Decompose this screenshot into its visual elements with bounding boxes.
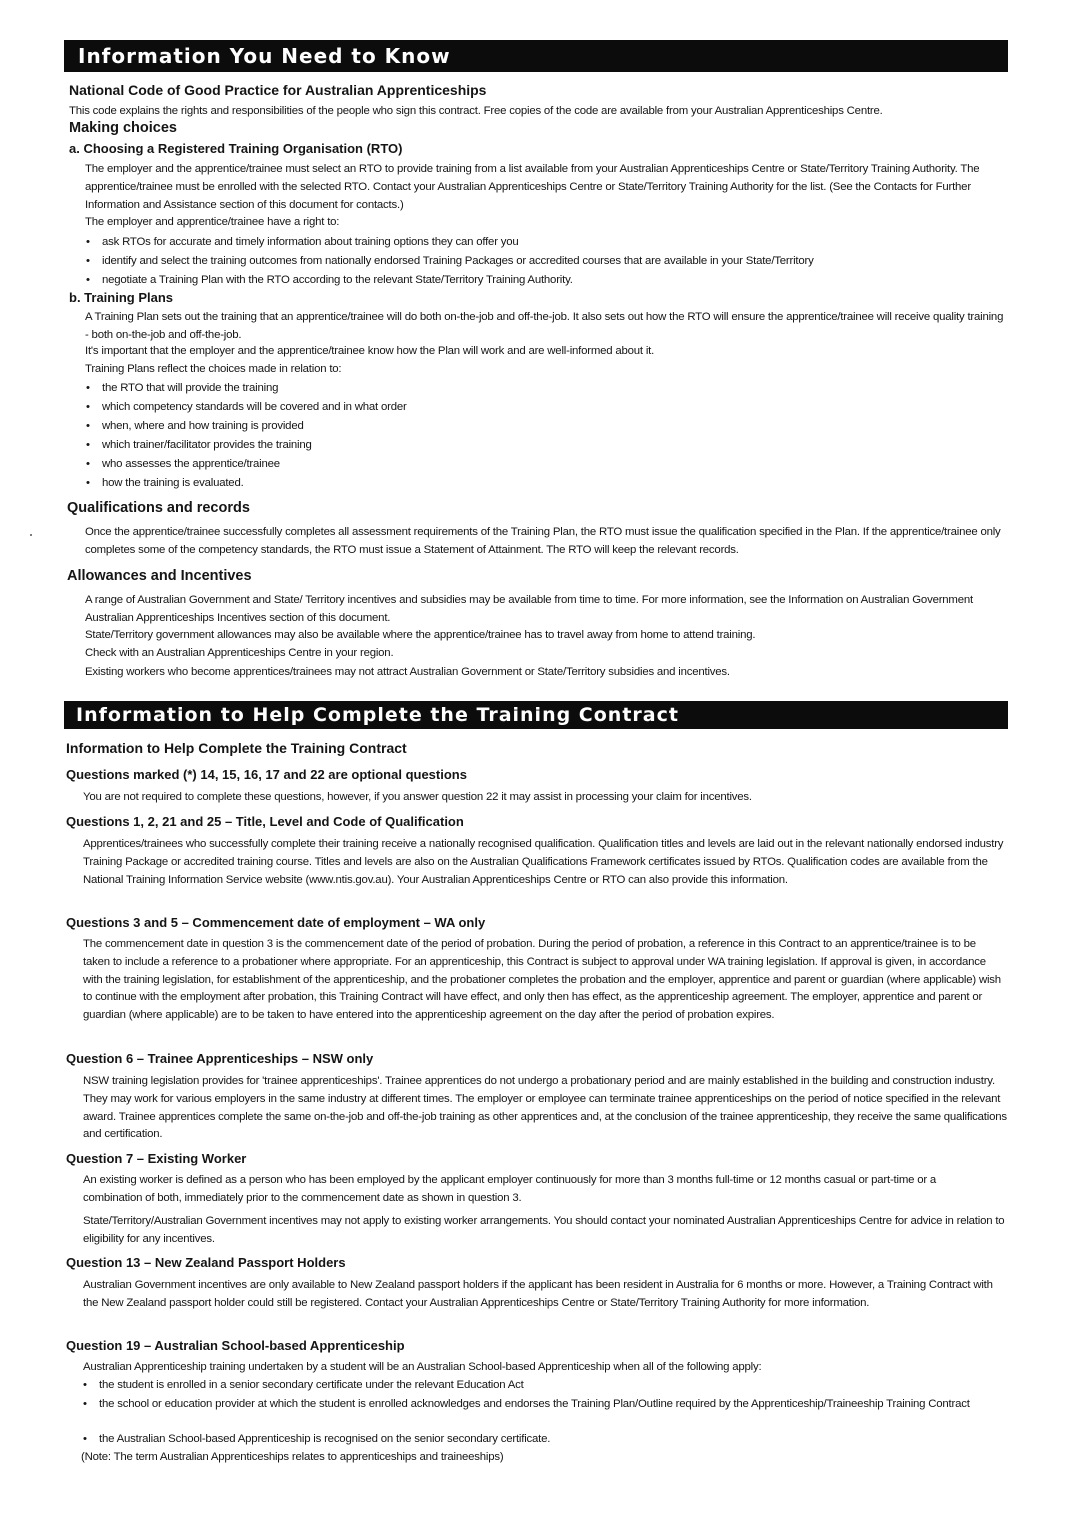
existing-worker-text-2: State/Territory/Australian Government incentives may not apply to existing worker arrangements. You should contact your nominated Australian Apprenticeships Centre for advice in relation to eligibility for any incentives. [83,1215,1005,1245]
heading-nz-passport: Question 13 – New Zealand Passport Holders [66,1255,346,1270]
rights-bullet: • ask RTOs for accurate and timely information about training options they can offer you [102,234,1002,252]
optional-questions-text: You are not required to complete these questions, however, if you answer question 22 it may assist in processing your claim for incentives. [83,791,752,803]
section-banner-help-complete: Information to Help Complete the Training Contract [64,701,1008,729]
school-based-bullet: • the student is enrolled in a senior secondary certificate under the relevant Education Act [99,1377,999,1395]
choosing-rto-text: The employer and the apprentice/trainee must select an RTO to provide training from a list available from your Australian Apprenticeships Centre or State/Territory Training Authority. The apprentice/trainee must be enrolled with the selected RTO. Contact your Australian Apprenticeships Centre or State/Territory Training Authority for the list. (See the Contacts for Further Information and Assistance section of this document for contacts.) [85,163,980,211]
heading-training-plans: b. Training Plans [69,290,174,305]
allowances-text-3: Check with an Australian Apprenticeships Centre in your region. [85,647,394,659]
existing-worker-text-1: An existing worker is defined as a person who has been employed by the applicant employer continuously for more than 3 months full-time or 12 months casual or part-time or a combination of both, immediately prior to the commencement date as shown in question 3. [83,1174,937,1204]
school-based-text: Australian Apprenticeship training undertaken by a student will be an Australian School-based Apprenticeship when all of the following apply: [83,1361,762,1373]
allowances-text-2: State/Territory government allowances may also be available where the apprentice/trainee has to travel away from home to attend training. [85,629,756,641]
heading-optional-questions: Questions marked (*) 14, 15, 16, 17 and 22 are optional questions [66,767,467,782]
training-plan-bullet: • the RTO that will provide the training [102,380,1002,398]
heading-making-choices: Making choices [69,120,177,136]
trainee-nsw-text: NSW training legislation provides for 'trainee apprenticeships'. Trainee apprentices do not undergo a probationary period and are mainly established in the building and construction industry. They may work for various employers in the same industry at different times. The employer or employee can terminate trainee apprenticeships on the period of notice specified in the relevant award. Trainee apprentices complete the same on-the-job and off-the-job training as other apprentices and, at the conclusion of the trainee apprenticeship, they receive the same qualifications and certification. [83,1075,1007,1141]
training-plans-text-3: Training Plans reflect the choices made in relation to: [85,363,342,375]
section-subtitle: Information to Help Complete the Training Contract [66,740,407,756]
margin-speck [30,534,32,536]
heading-qualifications: Qualifications and records [67,500,250,516]
rights-intro-text: The employer and apprentice/trainee have a right to: [85,216,340,228]
training-plan-bullet: • which trainer/facilitator provides the training [102,437,1002,455]
allowances-text-1: A range of Australian Government and State/ Territory incentives and subsidies may be available from time to time. For more information, see the Information on Australian Government Australian Apprenticeships Incentives section of this document. [85,594,973,624]
qualifications-text: Once the apprentice/trainee successfully completes all assessment requirements of the Training Plan, the RTO must issue the qualification specified in the Plan. If the apprentice/trainee only completes some of the competency standards, the RTO must issue a Statement of Attainment. The RTO will keep the relevant records. [85,526,1001,556]
training-plan-bullet: • how the training is evaluated. [102,475,1002,493]
commencement-wa-text: The commencement date in question 3 is the commencement date of the period of probation. During the period of probation, a reference in this Contract to an apprentice/trainee is to be taken to include a reference to a probationer where appropriate. For an apprenticeship, this Contract is subject to approval under WA training legislation. If approval is given, in accordance with the training legislation, for establishment of the apprenticeship, and the probationer completes the probation and the employer, apprentice and parent or guardian (where applicable) wish to continue with the employment after probation, this Training Contract will have effect, and only then has effect, as the apprenticeship agreement. The employer, apprentice and parent or guardian (where applicable) are to be taken to have entered into the apprenticeship agreement on the day after the period of probation expires. [83,938,1001,1022]
school-based-bullet: • the Australian School-based Apprenticeship is recognised on the senior secondary certificate. [99,1431,999,1449]
rights-bullet: • negotiate a Training Plan with the RTO according to the relevant State/Territory Training Authority. [102,272,1002,290]
training-plan-bullet: • which competency standards will be covered and in what order [102,399,1002,417]
heading-school-based: Question 19 – Australian School-based Apprenticeship [66,1338,405,1353]
heading-national-code: National Code of Good Practice for Australian Apprenticeships [69,82,487,98]
heading-choosing-rto: a. Choosing a Registered Training Organisation (RTO) [69,141,403,156]
training-plan-bullet: • when, where and how training is provided [102,418,1002,436]
national-code-text: This code explains the rights and responsibilities of the people who sign this contract. Free copies of the code are available from your Australian Apprenticeships Centre. [69,105,883,117]
section-banner-need-to-know: Information You Need to Know [64,40,1008,72]
training-plans-text-1: A Training Plan sets out the training that an apprentice/trainee will do both on-the-job and off-the-job. It also sets out how the RTO will ensure the apprentice/trainee will receive quality training - both on-the-job and off-the-job. [85,311,1004,341]
allowances-text-4: Existing workers who become apprentices/trainees may not attract Australian Government or State/Territory subsidies and incentives. [85,666,730,678]
school-based-note: (Note: The term Australian Apprenticeships relates to apprenticeships and traineeships) [81,1451,504,1463]
training-plans-text-2: It's important that the employer and the apprentice/trainee know how the Plan will work and are well-informed about it. [85,345,655,357]
heading-allowances: Allowances and Incentives [67,568,252,584]
heading-trainee-nsw: Question 6 – Trainee Apprenticeships – NSW only [66,1051,374,1066]
heading-existing-worker: Question 7 – Existing Worker [66,1151,247,1166]
training-plan-bullet: • who assesses the apprentice/trainee [102,456,1002,474]
heading-commencement-wa: Questions 3 and 5 – Commencement date of employment – WA only [66,915,486,930]
heading-title-level-code: Questions 1, 2, 21 and 25 – Title, Level and Code of Qualification [66,814,464,829]
rights-bullet: • identify and select the training outcomes from nationally endorsed Training Packages or accredited courses that are available in your State/Territory [102,253,1002,271]
title-level-code-text: Apprentices/trainees who successfully complete their training receive a nationally recognised qualification. Qualification titles and levels are laid out in the relevant nationally endorsed industry Training Package or accredited training course. Titles and levels are also on the Australian Qualifications Framework certificates issued by RTOs. Qualification codes are available from the National Training Information Service website (www.ntis.gov.au). Your Australian Apprenticeships Centre or RTO can also provide this information. [83,838,1004,886]
school-based-bullet: • the school or education provider at which the student is enrolled acknowledges and endorses the Training Plan/Outline required by the Apprenticeship/Traineeship Training Contract [99,1396,989,1414]
nz-passport-text: Australian Government incentives are only available to New Zealand passport holders if the applicant has been resident in Australia for 6 months or more. However, a Training Contract with the New Zealand passport holder could still be registered. Contact your Australian Apprenticeships Centre or State/Territory Training Authority for more information. [83,1279,993,1309]
